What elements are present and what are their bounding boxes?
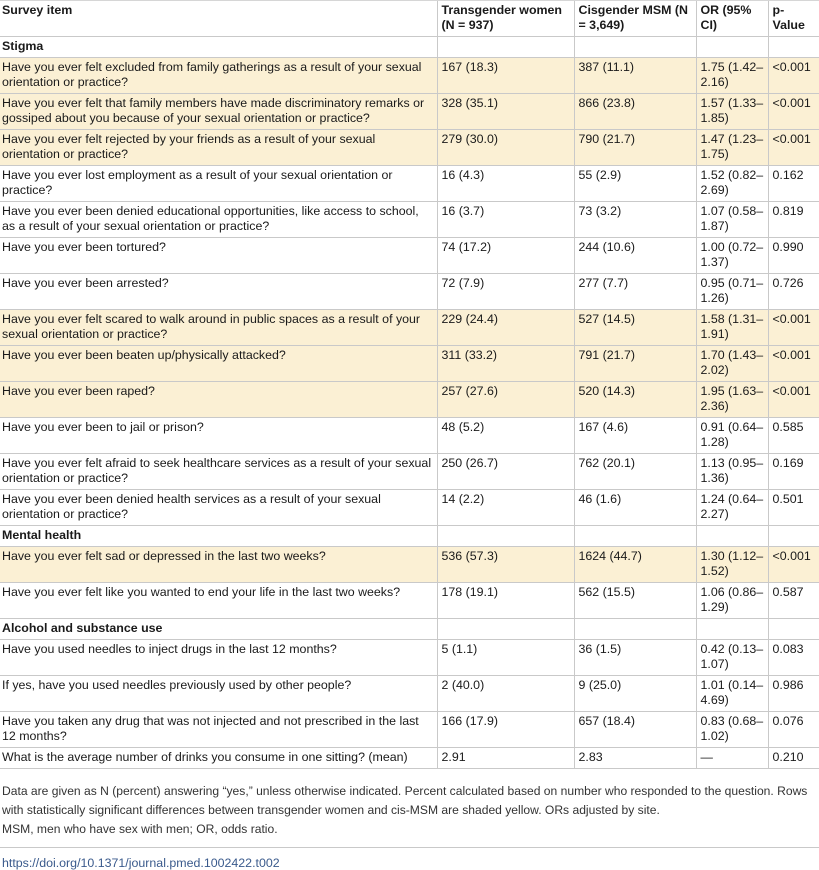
survey-item-cell: Have you ever been beaten up/physically attacked? <box>0 346 437 382</box>
table-row <box>0 454 819 490</box>
cisgender-msm-cell: 36 (1.5) <box>574 640 696 676</box>
table-row <box>0 640 819 676</box>
odds-ratio-cell: 0.42 (0.13–1.07) <box>696 640 768 676</box>
transgender-women-cell: 536 (57.3) <box>437 547 574 583</box>
survey-item-cell: Have you ever been denied health services as a result of your sexual orientation or practice? <box>0 490 437 526</box>
p-value-cell: 0.501 <box>768 490 819 526</box>
table-row <box>0 202 819 238</box>
empty-cell <box>574 526 696 547</box>
p-value-cell: 0.986 <box>768 676 819 712</box>
cisgender-msm-cell: 791 (21.7) <box>574 346 696 382</box>
cisgender-msm-cell: 2.83 <box>574 748 696 769</box>
p-value-cell: 0.990 <box>768 238 819 274</box>
odds-ratio-cell: 0.95 (0.71–1.26) <box>696 274 768 310</box>
transgender-women-cell: 14 (2.2) <box>437 490 574 526</box>
odds-ratio-cell: 0.83 (0.68–1.02) <box>696 712 768 748</box>
transgender-women-cell: 5 (1.1) <box>437 640 574 676</box>
p-value-cell: 0.076 <box>768 712 819 748</box>
p-value-cell: 0.587 <box>768 583 819 619</box>
transgender-women-cell: 250 (26.7) <box>437 454 574 490</box>
table-row <box>0 346 819 382</box>
survey-item-cell: Have you ever been to jail or prison? <box>0 418 437 454</box>
table-row <box>0 583 819 619</box>
odds-ratio-cell: 1.00 (0.72–1.37) <box>696 238 768 274</box>
section-header-row <box>0 526 819 547</box>
transgender-women-cell: 2.91 <box>437 748 574 769</box>
table-row <box>0 712 819 748</box>
cisgender-msm-cell: 762 (20.1) <box>574 454 696 490</box>
transgender-women-cell: 16 (3.7) <box>437 202 574 238</box>
survey-item-cell: Have you ever felt afraid to seek healthcare services as a result of your sexual orientation or practice? <box>0 454 437 490</box>
p-value-cell: <0.001 <box>768 547 819 583</box>
odds-ratio-cell: 1.24 (0.64–2.27) <box>696 490 768 526</box>
p-value-cell: 0.726 <box>768 274 819 310</box>
header-p-value: p-Value <box>768 1 819 37</box>
transgender-women-cell: 229 (24.4) <box>437 310 574 346</box>
table-row <box>0 676 819 712</box>
footnote-data-description: Data are given as N (percent) answering “yes,” unless otherwise indicated. Percent calculated based on number who responded to the question. Rows with statistically significant differences between transgender women and cis-MSM are shaded yellow. ORs adjusted by site. <box>2 784 808 817</box>
empty-cell <box>437 37 574 58</box>
odds-ratio-cell: 1.58 (1.31–1.91) <box>696 310 768 346</box>
survey-item-cell: Have you ever felt excluded from family gatherings as a result of your sexual orientation or practice? <box>0 58 437 94</box>
transgender-women-cell: 48 (5.2) <box>437 418 574 454</box>
cisgender-msm-cell: 866 (23.8) <box>574 94 696 130</box>
cisgender-msm-cell: 9 (25.0) <box>574 676 696 712</box>
empty-cell <box>574 619 696 640</box>
header-odds-ratio: OR (95% CI) <box>696 1 768 37</box>
empty-cell <box>696 37 768 58</box>
survey-item-cell: Have you ever been denied educational opportunities, like access to school, as a result of your sexual orientation or practice? <box>0 202 437 238</box>
p-value-cell: <0.001 <box>768 346 819 382</box>
cisgender-msm-cell: 46 (1.6) <box>574 490 696 526</box>
odds-ratio-cell: 1.52 (0.82–2.69) <box>696 166 768 202</box>
table-row <box>0 238 819 274</box>
survey-item-cell: Have you ever lost employment as a result of your sexual orientation or practice? <box>0 166 437 202</box>
survey-item-cell: Have you ever felt rejected by your friends as a result of your sexual orientation or practice? <box>0 130 437 166</box>
transgender-women-cell: 72 (7.9) <box>437 274 574 310</box>
survey-item-cell: Have you taken any drug that was not injected and not prescribed in the last 12 months? <box>0 712 437 748</box>
survey-item-cell: What is the average number of drinks you consume in one sitting? (mean) <box>0 748 437 769</box>
odds-ratio-cell: 1.70 (1.43–2.02) <box>696 346 768 382</box>
footnote-abbreviations: MSM, men who have sex with men; OR, odds ratio. <box>2 822 278 836</box>
header-transgender-women <box>437 1 574 37</box>
empty-cell <box>696 619 768 640</box>
p-value-cell: 0.585 <box>768 418 819 454</box>
survey-item-cell: Have you ever felt scared to walk around in public spaces as a result of your sexual orientation or practice? <box>0 310 437 346</box>
odds-ratio-cell: 1.01 (0.14–4.69) <box>696 676 768 712</box>
cisgender-msm-cell: 387 (11.1) <box>574 58 696 94</box>
table-body <box>0 37 819 769</box>
transgender-women-cell: 74 (17.2) <box>437 238 574 274</box>
empty-cell <box>768 37 819 58</box>
section-header-row <box>0 37 819 58</box>
p-value-cell: <0.001 <box>768 310 819 346</box>
odds-ratio-cell: 1.06 (0.86–1.29) <box>696 583 768 619</box>
table-row <box>0 166 819 202</box>
cisgender-msm-cell: 167 (4.6) <box>574 418 696 454</box>
header-survey-item: Survey item <box>0 1 437 37</box>
p-value-cell: 0.169 <box>768 454 819 490</box>
odds-ratio-cell: 1.75 (1.42–2.16) <box>696 58 768 94</box>
p-value-cell: <0.001 <box>768 130 819 166</box>
transgender-women-cell: 178 (19.1) <box>437 583 574 619</box>
empty-cell <box>437 526 574 547</box>
odds-ratio-cell: 1.13 (0.95–1.36) <box>696 454 768 490</box>
transgender-women-cell: 279 (30.0) <box>437 130 574 166</box>
section-title: Mental health <box>0 526 437 547</box>
empty-cell <box>437 619 574 640</box>
cisgender-msm-cell: 527 (14.5) <box>574 310 696 346</box>
table-row <box>0 382 819 418</box>
cisgender-msm-cell: 277 (7.7) <box>574 274 696 310</box>
doi-line <box>0 848 819 870</box>
empty-cell <box>574 37 696 58</box>
empty-cell <box>768 526 819 547</box>
p-value-cell: <0.001 <box>768 94 819 130</box>
survey-item-cell: Have you ever felt like you wanted to end your life in the last two weeks? <box>0 583 437 619</box>
empty-cell <box>768 619 819 640</box>
odds-ratio-cell: 1.95 (1.63–2.36) <box>696 382 768 418</box>
p-value-cell: <0.001 <box>768 382 819 418</box>
survey-item-cell: Have you ever felt that family members have made discriminatory remarks or gossiped about you because of your sexual orientation or practice? <box>0 94 437 130</box>
odds-ratio-cell: 1.07 (0.58–1.87) <box>696 202 768 238</box>
transgender-women-cell: 257 (27.6) <box>437 382 574 418</box>
table-row <box>0 490 819 526</box>
empty-cell <box>696 526 768 547</box>
cisgender-msm-cell: 520 (14.3) <box>574 382 696 418</box>
p-value-cell: 0.819 <box>768 202 819 238</box>
table-row <box>0 418 819 454</box>
table-footnotes <box>0 782 819 839</box>
table-row <box>0 94 819 130</box>
header-cisgender-msm: Cisgender MSM (N = 3,649) <box>574 1 696 37</box>
section-title: Stigma <box>0 37 437 58</box>
survey-item-cell: Have you ever been arrested? <box>0 274 437 310</box>
survey-item-cell: Have you ever been raped? <box>0 382 437 418</box>
table-row <box>0 547 819 583</box>
p-value-cell: 0.162 <box>768 166 819 202</box>
transgender-women-cell: 166 (17.9) <box>437 712 574 748</box>
transgender-women-cell: 16 (4.3) <box>437 166 574 202</box>
transgender-women-cell: 167 (18.3) <box>437 58 574 94</box>
cisgender-msm-cell: 562 (15.5) <box>574 583 696 619</box>
transgender-women-cell: 328 (35.1) <box>437 94 574 130</box>
header-row <box>0 1 819 37</box>
cisgender-msm-cell: 244 (10.6) <box>574 238 696 274</box>
table-row <box>0 58 819 94</box>
survey-item-cell: Have you ever felt sad or depressed in the last two weeks? <box>0 547 437 583</box>
cisgender-msm-cell: 657 (18.4) <box>574 712 696 748</box>
p-value-cell: 0.083 <box>768 640 819 676</box>
odds-ratio-cell: 1.57 (1.33–1.85) <box>696 94 768 130</box>
odds-ratio-cell: 1.47 (1.23–1.75) <box>696 130 768 166</box>
cisgender-msm-cell: 73 (3.2) <box>574 202 696 238</box>
p-value-cell: 0.210 <box>768 748 819 769</box>
survey-item-cell: Have you ever been tortured? <box>0 238 437 274</box>
cisgender-msm-cell: 1624 (44.7) <box>574 547 696 583</box>
p-value-cell: <0.001 <box>768 58 819 94</box>
survey-item-cell: If yes, have you used needles previously used by other people? <box>0 676 437 712</box>
survey-item-cell: Have you used needles to inject drugs in the last 12 months? <box>0 640 437 676</box>
table-row <box>0 130 819 166</box>
section-header-row <box>0 619 819 640</box>
odds-ratio-cell: 1.30 (1.12–1.52) <box>696 547 768 583</box>
table-row <box>0 310 819 346</box>
transgender-women-cell: 2 (40.0) <box>437 676 574 712</box>
header-tw-label: Transgender women <box>441 3 562 17</box>
odds-ratio-cell: — <box>696 748 768 769</box>
table-row <box>0 748 819 769</box>
section-title: Alcohol and substance use <box>0 619 437 640</box>
cisgender-msm-cell: 55 (2.9) <box>574 166 696 202</box>
transgender-women-cell: 311 (33.2) <box>437 346 574 382</box>
table-row <box>0 274 819 310</box>
doi-link[interactable]: https://doi.org/10.1371/journal.pmed.1002422.t002 <box>2 856 280 870</box>
header-tw-n: (N = 937) <box>441 18 494 32</box>
cisgender-msm-cell: 790 (21.7) <box>574 130 696 166</box>
odds-ratio-cell: 0.91 (0.64–1.28) <box>696 418 768 454</box>
